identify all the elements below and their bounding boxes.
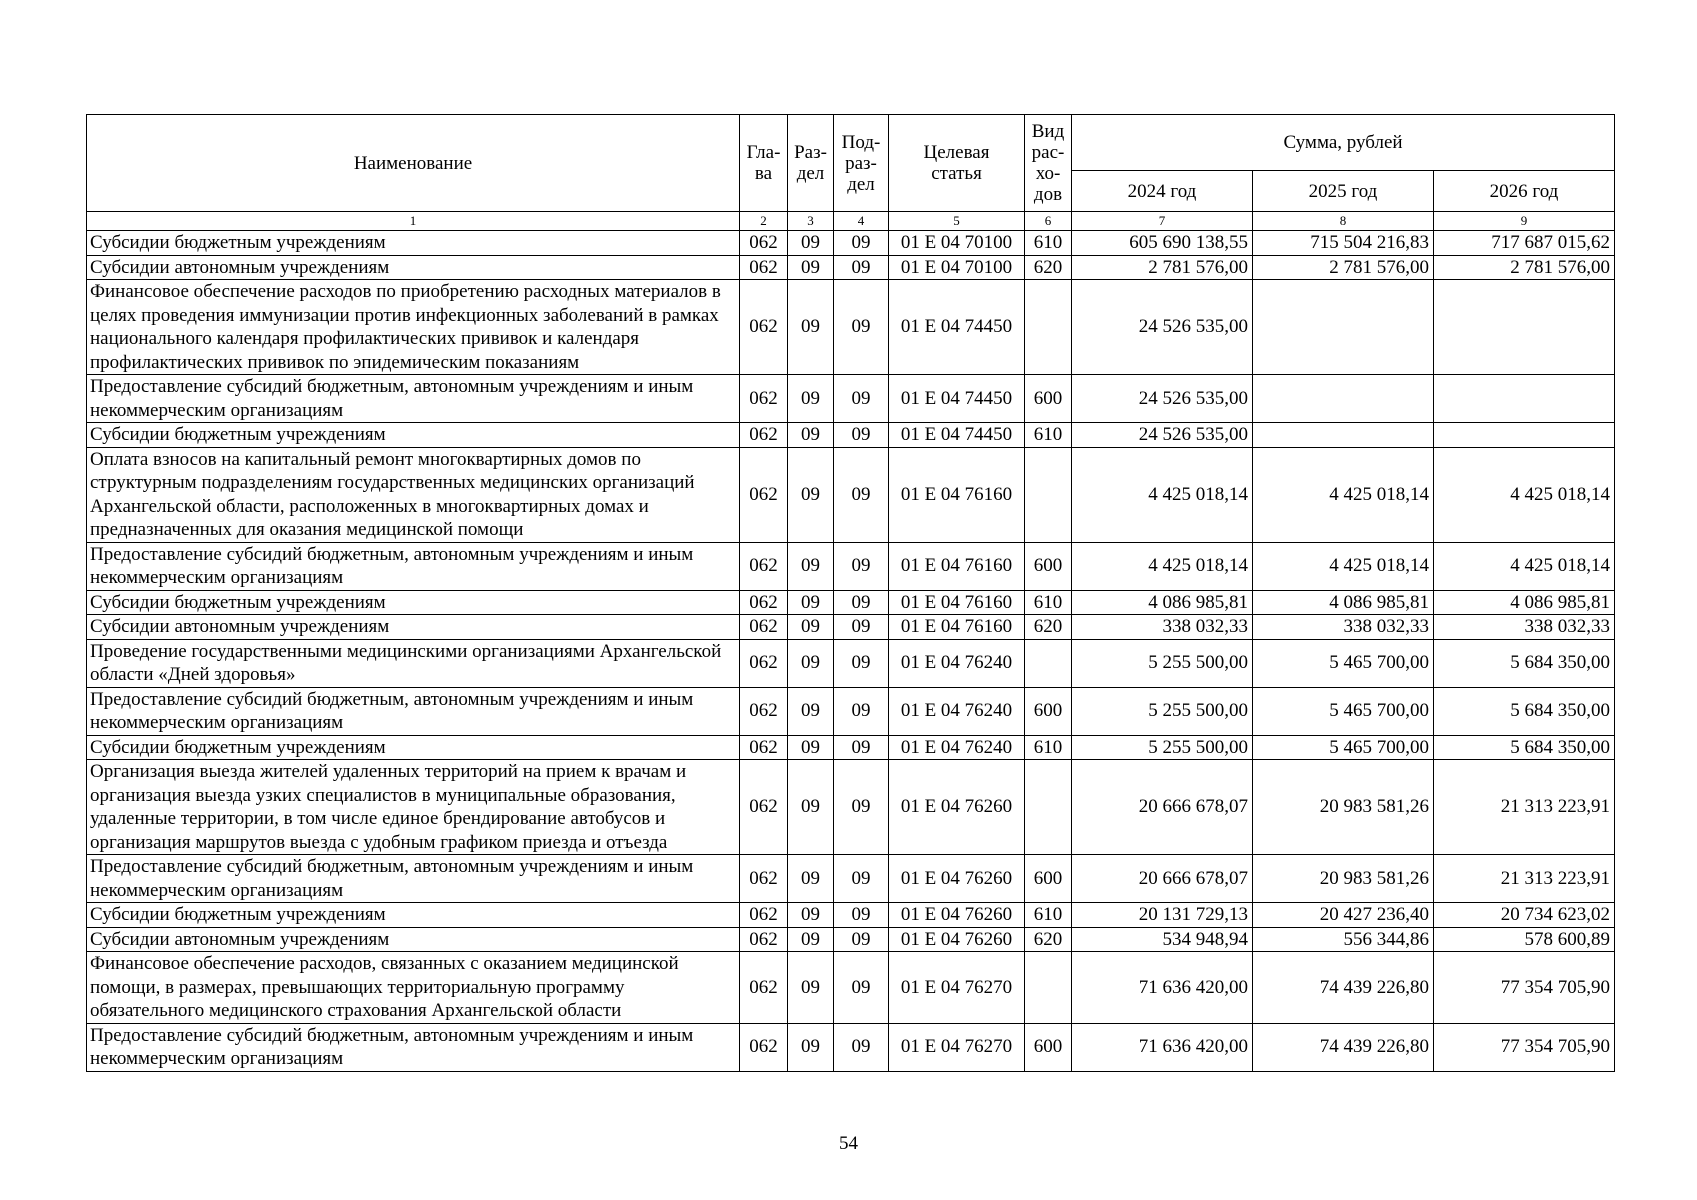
row-name: Организация выезда жителей удаленных территорий на прием к врачам и организация выезда узких специалистов в муниципальные образования, удаленные территории, в том числе единое брендирование автобусов и организация маршрутов выезда с удобным графиком приезда и отъезда bbox=[87, 760, 740, 855]
table-row bbox=[87, 639, 1615, 687]
row-sum-2025: 556 344,86 bbox=[1253, 927, 1434, 952]
row-expense-type: 600 bbox=[1025, 855, 1072, 903]
column-number: 8 bbox=[1253, 212, 1434, 231]
row-sum-2026: 21 313 223,91 bbox=[1434, 855, 1615, 903]
row-sum-2024: 20 666 678,07 bbox=[1072, 855, 1253, 903]
row-target-article: 01 Е 04 76260 bbox=[889, 855, 1025, 903]
row-sum-2024: 2 781 576,00 bbox=[1072, 255, 1253, 280]
row-razdel: 09 bbox=[788, 735, 834, 760]
row-sum-2026 bbox=[1434, 280, 1615, 375]
row-name: Предоставление субсидий бюджетным, автономным учреждениям и иным некоммерческим организациям bbox=[87, 855, 740, 903]
table-row bbox=[87, 280, 1615, 375]
row-sum-2025: 5 465 700,00 bbox=[1253, 735, 1434, 760]
row-glava: 062 bbox=[740, 590, 788, 615]
header-razdel: Раз- дел bbox=[788, 115, 834, 212]
row-glava: 062 bbox=[740, 423, 788, 448]
row-podrazdel: 09 bbox=[834, 1023, 889, 1071]
row-sum-2026: 4 425 018,14 bbox=[1434, 542, 1615, 590]
table-row bbox=[87, 855, 1615, 903]
row-target-article: 01 Е 04 76240 bbox=[889, 687, 1025, 735]
row-sum-2024: 20 131 729,13 bbox=[1072, 903, 1253, 928]
row-sum-2024: 24 526 535,00 bbox=[1072, 280, 1253, 375]
row-glava: 062 bbox=[740, 855, 788, 903]
header-year-2024: 2024 год bbox=[1072, 171, 1253, 212]
row-podrazdel: 09 bbox=[834, 903, 889, 928]
column-number: 1 bbox=[87, 212, 740, 231]
row-name: Субсидии бюджетным учреждениям bbox=[87, 231, 740, 256]
row-glava: 062 bbox=[740, 447, 788, 542]
header-target-article: Целевая статья bbox=[889, 115, 1025, 212]
row-expense-type bbox=[1025, 760, 1072, 855]
row-sum-2024: 71 636 420,00 bbox=[1072, 1023, 1253, 1071]
table-row bbox=[87, 447, 1615, 542]
row-target-article: 01 Е 04 76240 bbox=[889, 639, 1025, 687]
row-podrazdel: 09 bbox=[834, 255, 889, 280]
row-sum-2025 bbox=[1253, 375, 1434, 423]
row-sum-2026: 77 354 705,90 bbox=[1434, 952, 1615, 1024]
row-sum-2025: 5 465 700,00 bbox=[1253, 687, 1434, 735]
row-name: Субсидии бюджетным учреждениям bbox=[87, 590, 740, 615]
row-name: Субсидии бюджетным учреждениям bbox=[87, 735, 740, 760]
row-name: Оплата взносов на капитальный ремонт многоквартирных домов по структурным подразделениям государственных медицинских организаций Архангельской области, расположенных в многоквартирных домах и предназначенных для оказания медицинской помощи bbox=[87, 447, 740, 542]
table-row bbox=[87, 735, 1615, 760]
row-sum-2025: 20 427 236,40 bbox=[1253, 903, 1434, 928]
row-glava: 062 bbox=[740, 903, 788, 928]
row-target-article: 01 Е 04 70100 bbox=[889, 231, 1025, 256]
row-podrazdel: 09 bbox=[834, 760, 889, 855]
header-expense-type: Вид рас- хо- дов bbox=[1025, 115, 1072, 212]
budget-table-container bbox=[86, 114, 1614, 1072]
row-expense-type: 600 bbox=[1025, 375, 1072, 423]
header-sum: Сумма, рублей bbox=[1072, 115, 1615, 171]
row-sum-2024: 4 425 018,14 bbox=[1072, 447, 1253, 542]
row-sum-2024: 5 255 500,00 bbox=[1072, 687, 1253, 735]
row-sum-2024: 4 425 018,14 bbox=[1072, 542, 1253, 590]
row-podrazdel: 09 bbox=[834, 423, 889, 448]
row-razdel: 09 bbox=[788, 639, 834, 687]
budget-table bbox=[86, 114, 1615, 1072]
row-sum-2026: 578 600,89 bbox=[1434, 927, 1615, 952]
row-sum-2026: 2 781 576,00 bbox=[1434, 255, 1615, 280]
row-name: Финансовое обеспечение расходов, связанных с оказанием медицинской помощи, в размерах, превышающих территориальную программу обязательного медицинского страхования Архангельской области bbox=[87, 952, 740, 1024]
row-sum-2026: 5 684 350,00 bbox=[1434, 687, 1615, 735]
row-expense-type: 610 bbox=[1025, 735, 1072, 760]
row-podrazdel: 09 bbox=[834, 615, 889, 640]
row-sum-2024: 534 948,94 bbox=[1072, 927, 1253, 952]
header-podrazdel: Под- раз- дел bbox=[834, 115, 889, 212]
row-expense-type: 610 bbox=[1025, 231, 1072, 256]
row-razdel: 09 bbox=[788, 280, 834, 375]
table-row bbox=[87, 231, 1615, 256]
row-sum-2024: 5 255 500,00 bbox=[1072, 639, 1253, 687]
row-sum-2026: 4 425 018,14 bbox=[1434, 447, 1615, 542]
row-razdel: 09 bbox=[788, 255, 834, 280]
row-expense-type bbox=[1025, 952, 1072, 1024]
row-razdel: 09 bbox=[788, 615, 834, 640]
table-row bbox=[87, 255, 1615, 280]
row-name: Финансовое обеспечение расходов по приобретению расходных материалов в целях проведения иммунизации против инфекционных заболеваний в рамках национального календаря профилактических прививок и календаря профилактических прививок по эпидемическим показаниям bbox=[87, 280, 740, 375]
header-year-2026: 2026 год bbox=[1434, 171, 1615, 212]
row-target-article: 01 Е 04 76270 bbox=[889, 1023, 1025, 1071]
row-sum-2024: 338 032,33 bbox=[1072, 615, 1253, 640]
row-sum-2025: 715 504 216,83 bbox=[1253, 231, 1434, 256]
page-number: 54 bbox=[839, 1133, 858, 1154]
row-sum-2024: 24 526 535,00 bbox=[1072, 375, 1253, 423]
row-glava: 062 bbox=[740, 735, 788, 760]
row-sum-2026: 21 313 223,91 bbox=[1434, 760, 1615, 855]
table-row bbox=[87, 375, 1615, 423]
row-podrazdel: 09 bbox=[834, 590, 889, 615]
row-target-article: 01 Е 04 76240 bbox=[889, 735, 1025, 760]
table-row bbox=[87, 590, 1615, 615]
row-sum-2025 bbox=[1253, 280, 1434, 375]
table-row bbox=[87, 1023, 1615, 1071]
row-sum-2025: 4 425 018,14 bbox=[1253, 542, 1434, 590]
row-target-article: 01 Е 04 76160 bbox=[889, 590, 1025, 615]
row-glava: 062 bbox=[740, 542, 788, 590]
row-razdel: 09 bbox=[788, 375, 834, 423]
row-sum-2024: 20 666 678,07 bbox=[1072, 760, 1253, 855]
row-podrazdel: 09 bbox=[834, 735, 889, 760]
row-glava: 062 bbox=[740, 927, 788, 952]
table-row bbox=[87, 423, 1615, 448]
row-name: Субсидии бюджетным учреждениям bbox=[87, 423, 740, 448]
row-podrazdel: 09 bbox=[834, 952, 889, 1024]
row-sum-2024: 24 526 535,00 bbox=[1072, 423, 1253, 448]
row-glava: 062 bbox=[740, 280, 788, 375]
row-name: Субсидии бюджетным учреждениям bbox=[87, 903, 740, 928]
table-row bbox=[87, 903, 1615, 928]
row-podrazdel: 09 bbox=[834, 855, 889, 903]
row-sum-2024: 71 636 420,00 bbox=[1072, 952, 1253, 1024]
column-number: 4 bbox=[834, 212, 889, 231]
column-number: 7 bbox=[1072, 212, 1253, 231]
row-name: Субсидии автономным учреждениям bbox=[87, 615, 740, 640]
row-name: Проведение государственными медицинскими организациями Архангельской области «Дней здоровья» bbox=[87, 639, 740, 687]
row-razdel: 09 bbox=[788, 760, 834, 855]
row-target-article: 01 Е 04 70100 bbox=[889, 255, 1025, 280]
row-expense-type: 620 bbox=[1025, 255, 1072, 280]
row-razdel: 09 bbox=[788, 952, 834, 1024]
row-target-article: 01 Е 04 76260 bbox=[889, 927, 1025, 952]
row-sum-2025: 74 439 226,80 bbox=[1253, 952, 1434, 1024]
row-sum-2025: 5 465 700,00 bbox=[1253, 639, 1434, 687]
row-sum-2026: 5 684 350,00 bbox=[1434, 735, 1615, 760]
row-podrazdel: 09 bbox=[834, 687, 889, 735]
row-razdel: 09 bbox=[788, 927, 834, 952]
row-glava: 062 bbox=[740, 615, 788, 640]
column-number-row bbox=[87, 212, 1615, 231]
row-name: Субсидии автономным учреждениям bbox=[87, 255, 740, 280]
row-expense-type: 610 bbox=[1025, 590, 1072, 615]
row-sum-2025 bbox=[1253, 423, 1434, 448]
row-expense-type: 620 bbox=[1025, 927, 1072, 952]
row-sum-2025: 20 983 581,26 bbox=[1253, 855, 1434, 903]
row-sum-2024: 605 690 138,55 bbox=[1072, 231, 1253, 256]
row-target-article: 01 Е 04 74450 bbox=[889, 280, 1025, 375]
row-sum-2024: 5 255 500,00 bbox=[1072, 735, 1253, 760]
row-target-article: 01 Е 04 76260 bbox=[889, 903, 1025, 928]
row-target-article: 01 Е 04 76160 bbox=[889, 542, 1025, 590]
row-podrazdel: 09 bbox=[834, 927, 889, 952]
row-target-article: 01 Е 04 76160 bbox=[889, 615, 1025, 640]
column-number: 5 bbox=[889, 212, 1025, 231]
row-razdel: 09 bbox=[788, 447, 834, 542]
row-expense-type: 620 bbox=[1025, 615, 1072, 640]
row-razdel: 09 bbox=[788, 231, 834, 256]
row-razdel: 09 bbox=[788, 423, 834, 448]
row-sum-2024: 4 086 985,81 bbox=[1072, 590, 1253, 615]
row-expense-type bbox=[1025, 639, 1072, 687]
row-sum-2026: 717 687 015,62 bbox=[1434, 231, 1615, 256]
row-sum-2026 bbox=[1434, 375, 1615, 423]
row-glava: 062 bbox=[740, 1023, 788, 1071]
table-row bbox=[87, 542, 1615, 590]
table-row bbox=[87, 952, 1615, 1024]
row-expense-type: 600 bbox=[1025, 1023, 1072, 1071]
row-target-article: 01 Е 04 76160 bbox=[889, 447, 1025, 542]
column-number: 2 bbox=[740, 212, 788, 231]
row-expense-type: 610 bbox=[1025, 903, 1072, 928]
row-razdel: 09 bbox=[788, 542, 834, 590]
row-expense-type bbox=[1025, 280, 1072, 375]
row-podrazdel: 09 bbox=[834, 231, 889, 256]
row-podrazdel: 09 bbox=[834, 280, 889, 375]
row-sum-2025: 2 781 576,00 bbox=[1253, 255, 1434, 280]
row-glava: 062 bbox=[740, 760, 788, 855]
row-sum-2026 bbox=[1434, 423, 1615, 448]
row-glava: 062 bbox=[740, 639, 788, 687]
row-sum-2025: 20 983 581,26 bbox=[1253, 760, 1434, 855]
table-row bbox=[87, 760, 1615, 855]
column-number: 3 bbox=[788, 212, 834, 231]
table-row bbox=[87, 927, 1615, 952]
table-row bbox=[87, 615, 1615, 640]
row-sum-2026: 4 086 985,81 bbox=[1434, 590, 1615, 615]
row-expense-type bbox=[1025, 447, 1072, 542]
row-target-article: 01 Е 04 76270 bbox=[889, 952, 1025, 1024]
row-glava: 062 bbox=[740, 255, 788, 280]
row-podrazdel: 09 bbox=[834, 375, 889, 423]
row-name: Предоставление субсидий бюджетным, автономным учреждениям и иным некоммерческим организациям bbox=[87, 687, 740, 735]
row-sum-2025: 4 425 018,14 bbox=[1253, 447, 1434, 542]
row-expense-type: 600 bbox=[1025, 687, 1072, 735]
row-name: Субсидии автономным учреждениям bbox=[87, 927, 740, 952]
row-target-article: 01 Е 04 74450 bbox=[889, 375, 1025, 423]
table-body bbox=[87, 231, 1615, 1072]
column-number: 6 bbox=[1025, 212, 1072, 231]
row-expense-type: 610 bbox=[1025, 423, 1072, 448]
row-expense-type: 600 bbox=[1025, 542, 1072, 590]
row-glava: 062 bbox=[740, 231, 788, 256]
table-row bbox=[87, 687, 1615, 735]
row-sum-2025: 4 086 985,81 bbox=[1253, 590, 1434, 615]
row-name: Предоставление субсидий бюджетным, автономным учреждениям и иным некоммерческим организациям bbox=[87, 375, 740, 423]
row-razdel: 09 bbox=[788, 855, 834, 903]
header-year-2025: 2025 год bbox=[1253, 171, 1434, 212]
row-target-article: 01 Е 04 74450 bbox=[889, 423, 1025, 448]
row-sum-2025: 74 439 226,80 bbox=[1253, 1023, 1434, 1071]
row-sum-2025: 338 032,33 bbox=[1253, 615, 1434, 640]
row-razdel: 09 bbox=[788, 903, 834, 928]
row-glava: 062 bbox=[740, 687, 788, 735]
row-sum-2026: 338 032,33 bbox=[1434, 615, 1615, 640]
row-sum-2026: 77 354 705,90 bbox=[1434, 1023, 1615, 1071]
row-podrazdel: 09 bbox=[834, 447, 889, 542]
row-name: Предоставление субсидий бюджетным, автономным учреждениям и иным некоммерческим организациям bbox=[87, 1023, 740, 1071]
row-sum-2026: 20 734 623,02 bbox=[1434, 903, 1615, 928]
row-podrazdel: 09 bbox=[834, 542, 889, 590]
row-name: Предоставление субсидий бюджетным, автономным учреждениям и иным некоммерческим организациям bbox=[87, 542, 740, 590]
row-target-article: 01 Е 04 76260 bbox=[889, 760, 1025, 855]
header-glava: Гла- ва bbox=[740, 115, 788, 212]
row-glava: 062 bbox=[740, 375, 788, 423]
column-number: 9 bbox=[1434, 212, 1615, 231]
row-razdel: 09 bbox=[788, 1023, 834, 1071]
header-name: Наименование bbox=[87, 115, 740, 212]
row-razdel: 09 bbox=[788, 590, 834, 615]
row-razdel: 09 bbox=[788, 687, 834, 735]
row-sum-2026: 5 684 350,00 bbox=[1434, 639, 1615, 687]
row-glava: 062 bbox=[740, 952, 788, 1024]
row-podrazdel: 09 bbox=[834, 639, 889, 687]
